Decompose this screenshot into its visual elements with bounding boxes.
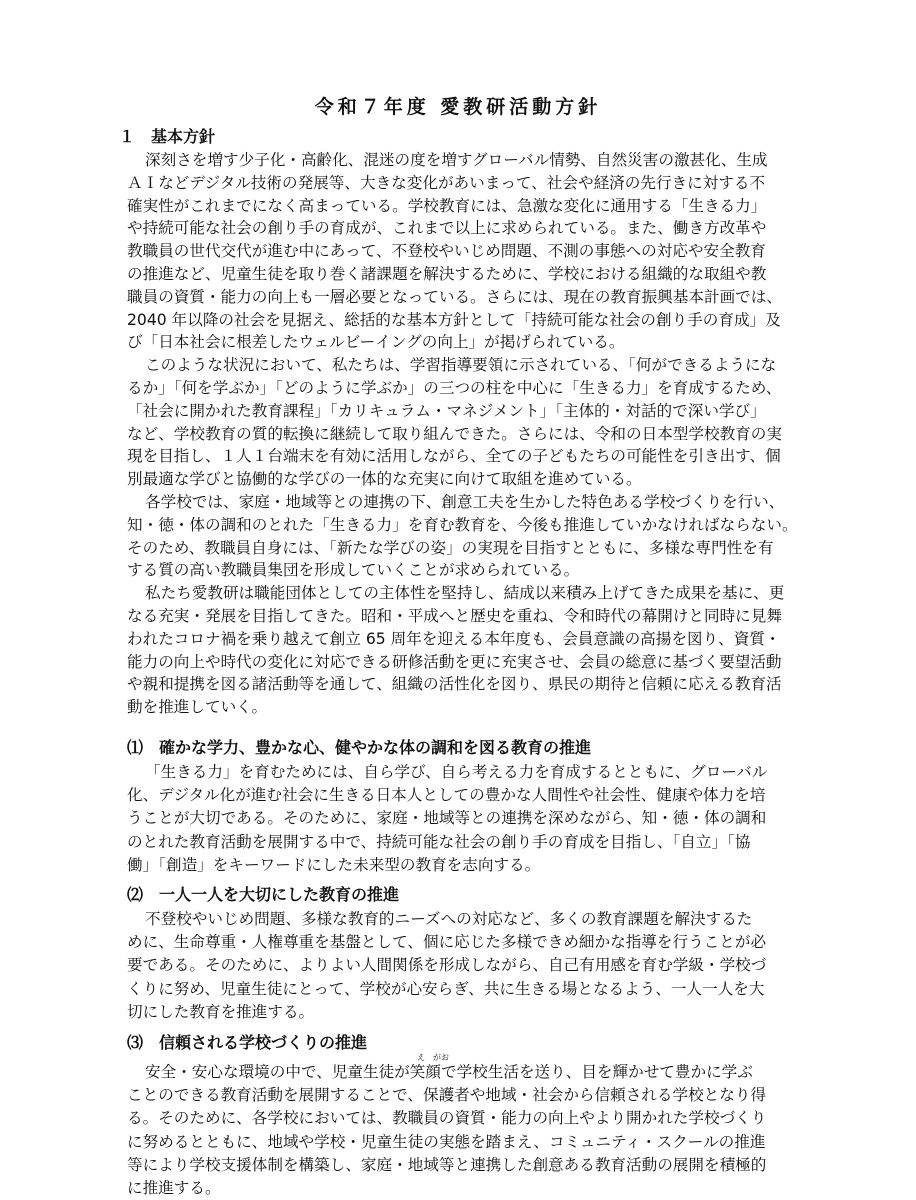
- body-line: る。そのために、各学校においては、教職員の資質・能力の向上やより開かれた学校づくり: [127, 1109, 767, 1128]
- body-line: び「日本社会に根差したウェルビーイングの向上」が掲げられている。: [127, 333, 625, 352]
- ruby-annotation: え がお: [417, 1053, 449, 1062]
- body-line: 等により学校支援体制を構築し、家庭・地域等と連携した創意ある教育活動の展開を積極的: [127, 1155, 767, 1174]
- body-line: 安全・安心な環境の中で、児童生徒が笑顔で学校生活を送り、目を輝かせて豊かに学ぶ: [145, 1063, 753, 1081]
- body-line: 深刻さを増す少子化・高齢化、混迷の度を増すグローバル情勢、自然災害の激甚化、生成: [145, 151, 768, 169]
- body-line: めに、生命尊重・人権尊重を基盤として、個に応じた多様できめ細かな指導を行うことが必: [127, 933, 767, 952]
- body-line: 能力の向上や時代の変化に対応できる研修活動を更に充実させ、会員の総意に基づく要望活動: [127, 652, 782, 671]
- body-line: くりに努め、児童生徒にとって、学校が心安らぎ、共に生きる場となるよう、一人一人を大: [127, 979, 765, 998]
- body-line: する質の高い教職員集団を形成していくことが求められている。: [127, 561, 580, 580]
- body-line: 教職員の世代交代が進む中にあって、不登校やいじめ問題、不測の事態への対応や安全教育: [127, 242, 766, 261]
- body-line: うことが大切である。そのために、家庭・地域等との連携を深めながら、知・徳・体の調和: [127, 809, 767, 828]
- body-line: 「生きる力」を育むためには、自ら学び、自ら考える力を育成するとともに、グローバル: [145, 763, 768, 781]
- body-line: 別最適な学びと協働的な学びの一体的な充実に向けて取組を進めている。: [127, 470, 642, 489]
- body-line: の推進など、児童生徒を取り巻く諸課題を解決するために、学校における組織的な取組や教: [127, 265, 767, 283]
- body-line: 知・徳・体の調和のとれた「生きる力」を育む教育を、今後も推進していかなければならない。: [127, 515, 798, 534]
- body-line: 働」「創造」をキーワードにした未来型の教育を志向する。: [127, 855, 541, 874]
- body-line: 私たち愛教研は職能団体としての主体性を堅持し、結成以来積み上げてきた成果を基に、更: [145, 584, 785, 603]
- body-line: 2040 年以降の社会を見据え、総括的な基本方針として「持続可能な社会の創り手の育成」及: [127, 310, 781, 329]
- body-line: 「社会に開かれた教育課程」「カリキュラム・マネジメント」「主体的・対話的で深い学び」: [127, 401, 766, 420]
- body-line: や親和提携を図る諸活動等を通して、組織の活性化を図り、県民の期待と信頼に応える教育活: [127, 675, 782, 694]
- body-line: るか」「何を学ぶか」「どのように学ぶか」の三つの柱を中心に「生きる力」を育成するため、: [127, 379, 782, 397]
- section-heading-2: ⑵ 一人一人を大切にした教育の推進: [127, 885, 400, 904]
- body-line: 現を目指し、１人１台端末を有効に活用しながら、全ての子どもたちの可能性を引き出す、個: [127, 447, 781, 466]
- section-heading-1: ⑴ 確かな学力、豊かな心、健やかな体の調和を図る教育の推進: [127, 738, 592, 757]
- body-line: 各学校では、家庭・地域等との連携の下、創意工夫を生かした特色ある学校づくりを行い、: [145, 493, 785, 511]
- body-line: ことのできる教育活動を展開することで、保護者や地域・社会から信頼される学校となり得: [127, 1086, 767, 1105]
- body-line: のとれた教育活動を展開する中で、持続可能な社会の創り手の育成を目指し、「自立」「協: [127, 832, 751, 851]
- section-heading-3: ⑶ 信頼される学校づくりの推進: [127, 1033, 368, 1052]
- body-line: など、学校教育の質的転換に継続して取り組んできた。さらには、令和の日本型学校教育の実: [127, 424, 782, 443]
- body-line: 動を推進していく。: [127, 698, 268, 717]
- body-line: や持続可能な社会の創り手の育成が、これまで以上に求められている。また、働き方改革や: [127, 219, 767, 238]
- body-line: われたコロナ禍を乗り越えて創立 65 周年を迎える本年度も、会員意識の高揚を図り、資質・: [127, 629, 781, 648]
- body-line: に推進する。: [127, 1179, 221, 1197]
- body-line: 職員の資質・能力の向上も一層必要となっている。さらには、現在の教育振興基本計画では、: [127, 287, 782, 306]
- document-title: 令和７年度 愛教研活動方針: [314, 96, 602, 118]
- body-line: に努めるとともに、地域や学校・児童生徒の実態を踏まえ、コミュニティ・スクールの推進: [127, 1132, 766, 1151]
- body-line: なる充実・発展を目指してきた。昭和・平成へと歴史を重ね、令和時代の幕開けと同時に見舞: [127, 607, 782, 625]
- body-line: このような状況において、私たちは、学習指導要領に示されている、「何ができるようにな: [145, 356, 777, 375]
- body-line: 切にした教育を推進する。: [127, 1002, 315, 1021]
- body-line: 化、デジタル化が進む社会に生きる日本人としての豊かな人間性や社会性、健康や体力を培: [127, 786, 766, 805]
- body-line: 要である。そのために、よりよい人間関係を形成しながら、自己有用感を育む学級・学校づ: [127, 956, 767, 975]
- body-line: そのため、教職員自身には、「新たな学びの姿」の実現を目指すとともに、多様な専門性を有: [127, 538, 774, 557]
- body-line: ＡＩなどデジタル技術の発展等、大きな変化があいまって、社会や経済の先行きに対する不: [127, 173, 766, 192]
- body-line: 不登校やいじめ問題、多様な教育的ニーズへの対応など、多くの教育課題を解決するた: [145, 910, 753, 928]
- section-heading-basic-policy: １ 基本方針: [119, 127, 216, 146]
- body-line: 確実性がこれまでになく高まっている。学校教育には、急激な変化に通用する「生きる力」: [127, 196, 767, 215]
